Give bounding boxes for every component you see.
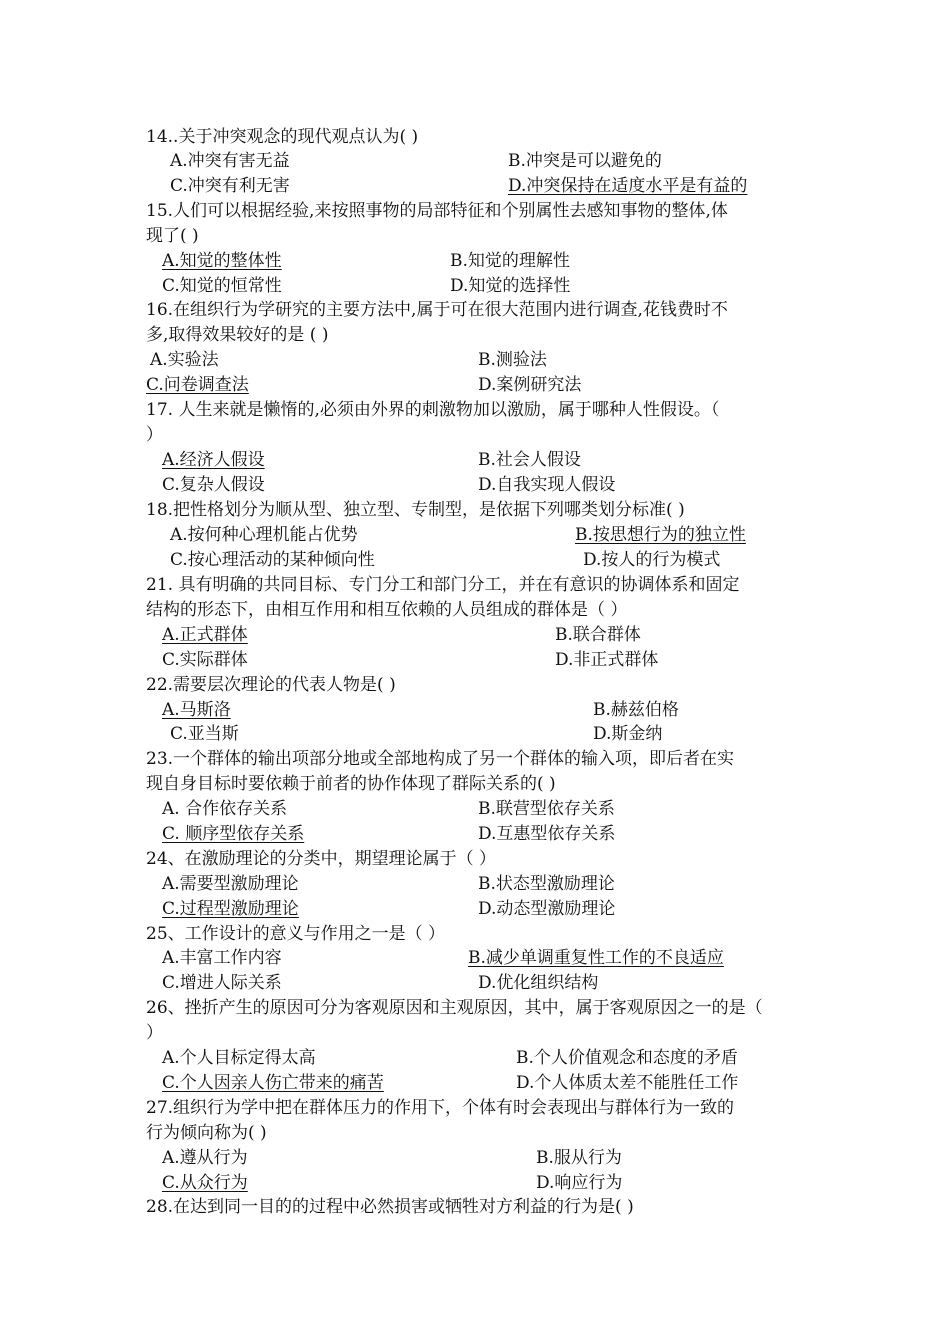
question-stem: 22.需要层次理论的代表人物是( ) — [146, 675, 396, 695]
option-d: D.个人体质太差不能胜任工作 — [516, 1073, 739, 1093]
option-c: C.亚当斯 — [170, 724, 239, 744]
question-stem-cont: ） — [146, 425, 163, 445]
question-stem: 24、在激励理论的分类中，期望理论属于（ ） — [146, 849, 497, 869]
question-stem-cont: 现了( ) — [146, 226, 199, 246]
question-stem: 25、工作设计的意义与作用之一是（ ） — [146, 924, 446, 944]
option-b: B.联营型依存关系 — [478, 799, 615, 819]
option-c-correct: C.个人因亲人伤亡带来的痛苦 — [162, 1073, 384, 1093]
option-c-correct: C. 顺序型依存关系 — [162, 824, 305, 844]
question-stem: 23.一个群体的输出项部分地或全部地构成了另一个群体的输入项，即后者在实 — [146, 749, 735, 769]
option-b: B.个人价值观念和态度的矛盾 — [516, 1048, 738, 1068]
question-stem: 18.把性格划分为顺从型、独立型、专制型，是依据下列哪类划分标准( ) — [146, 500, 685, 520]
option-c: C.实际群体 — [162, 650, 248, 670]
option-c: C.复杂人假设 — [162, 475, 265, 495]
option-d: D.优化组织结构 — [478, 973, 599, 993]
question-stem-cont: 行为倾向称为( ) — [146, 1123, 267, 1143]
option-d: D.案例研究法 — [478, 375, 582, 395]
option-d: D.非正式群体 — [555, 650, 659, 670]
option-d-correct: D.冲突保持在适度水平是有益的 — [508, 176, 748, 196]
option-c-correct: C.过程型激励理论 — [162, 899, 299, 919]
option-d: D.知觉的选择性 — [450, 276, 571, 296]
option-b-correct: B.减少单调重复性工作的不良适应 — [468, 948, 724, 968]
option-b: B.知觉的理解性 — [450, 251, 570, 271]
question-stem: 27.组织行为学中把在群体压力的作用下，个体有时会表现出与群体行为一致的 — [146, 1098, 735, 1118]
option-b: B.测验法 — [478, 350, 547, 370]
option-c: C.知觉的恒常性 — [162, 276, 282, 296]
option-b: B.社会人假设 — [478, 450, 581, 470]
question-stem-cont: 现自身目标时要依赖于前者的协作体现了群际关系的( ) — [146, 774, 556, 794]
question-stem: 28.在达到同一目的的过程中必然损害或牺牲对方利益的行为是( ) — [146, 1197, 634, 1217]
option-a: A.遵从行为 — [162, 1148, 248, 1168]
option-d: D.互惠型依存关系 — [478, 824, 616, 844]
option-a-correct: A.知觉的整体性 — [162, 251, 282, 271]
option-c-correct: C.问卷调查法 — [146, 375, 249, 395]
question-stem: 26、挫折产生的原因可分为客观原因和主观原因，其中，属于客观原因之一的是（ — [146, 998, 763, 1018]
question-stem: 15.人们可以根据经验,来按照事物的局部特征和个别属性去感知事物的整体,体 — [146, 201, 728, 221]
option-d: D.响应行为 — [536, 1173, 623, 1193]
option-a: A.实验法 — [150, 350, 219, 370]
option-a: A.需要型激励理论 — [162, 874, 299, 894]
option-d: D.动态型激励理论 — [478, 899, 616, 919]
option-c: C.按心理活动的某种倾向性 — [170, 550, 375, 570]
question-stem: 17. 人生来就是懒惰的,必须由外界的刺激物加以激励，属于哪种人性假设。（ — [146, 400, 720, 420]
option-a: A.丰富工作内容 — [162, 948, 282, 968]
option-a-correct: A.马斯洛 — [162, 700, 231, 720]
option-b: B.赫兹伯格 — [593, 700, 679, 720]
question-stem: 16.在组织行为学研究的主要方法中,属于可在很大范围内进行调查,花钱费时不 — [146, 300, 728, 320]
option-a: A. 合作依存关系 — [162, 799, 288, 819]
option-a-correct: A.正式群体 — [162, 625, 248, 645]
option-b: B.联合群体 — [555, 625, 641, 645]
option-a: A.冲突有害无益 — [170, 151, 290, 171]
option-d: D.按人的行为模式 — [583, 550, 721, 570]
option-b: B.状态型激励理论 — [478, 874, 615, 894]
option-a: A.按何种心理机能占优势 — [170, 525, 358, 545]
option-a: A.个人目标定得太高 — [162, 1048, 316, 1068]
option-a-correct: A.经济人假设 — [162, 450, 265, 470]
question-stem-cont: 结构的形态下，由相互作用和相互依赖的人员组成的群体是（ ） — [146, 600, 628, 620]
option-d: D.斯金纳 — [593, 724, 663, 744]
question-stem-cont: ） — [146, 1023, 163, 1043]
option-c: C.增进人际关系 — [162, 973, 282, 993]
question-stem: 14..关于冲突观念的现代观点认为( ) — [146, 127, 419, 147]
question-stem-cont: 多,取得效果较好的是 ( ) — [146, 325, 329, 345]
option-c: C.冲突有利无害 — [170, 176, 290, 196]
question-stem: 21. 具有明确的共同目标、专门分工和部门分工，并在有意识的协调体系和固定 — [146, 575, 740, 595]
option-b: B.服从行为 — [536, 1148, 622, 1168]
option-c-correct: C.从众行为 — [162, 1173, 248, 1193]
option-b-correct: B.按思想行为的独立性 — [575, 525, 746, 545]
option-d: D.自我实现人假设 — [478, 475, 616, 495]
option-b: B.冲突是可以避免的 — [508, 151, 662, 171]
